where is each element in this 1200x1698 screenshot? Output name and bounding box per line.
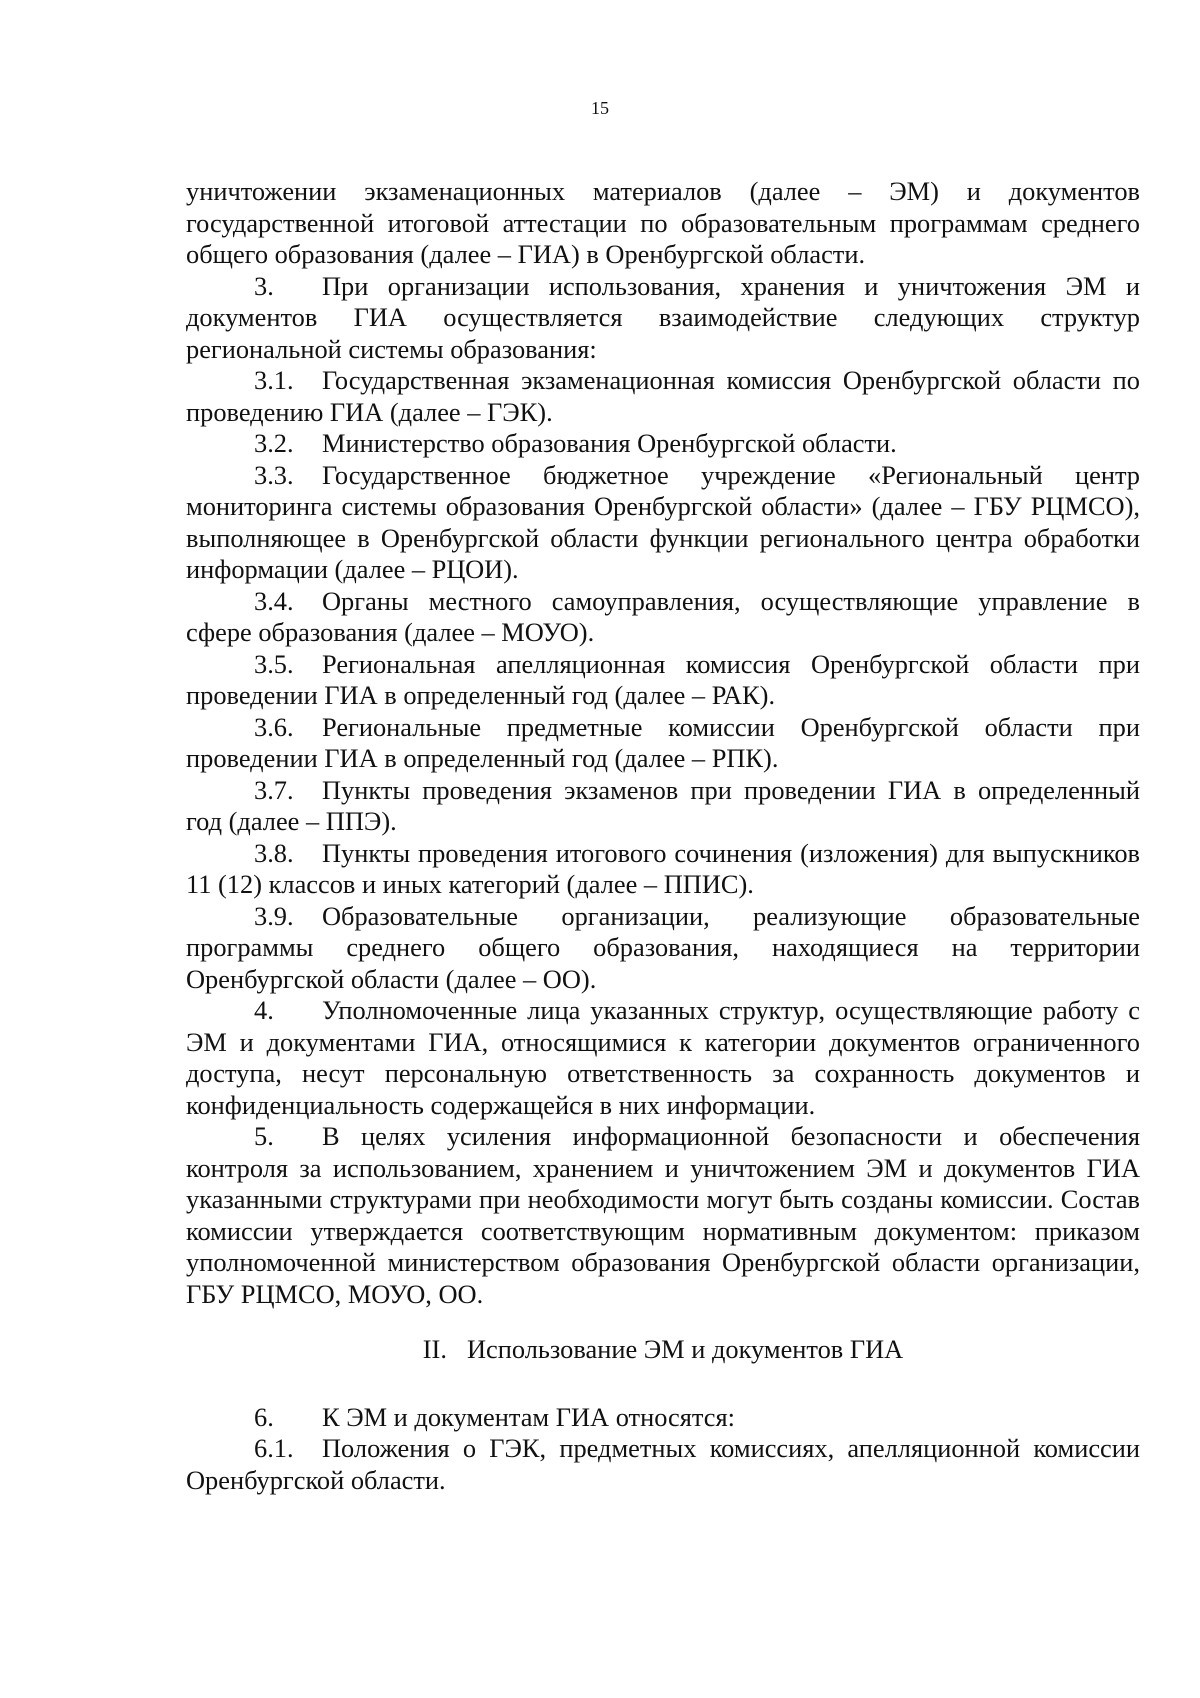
paragraph-5 [186, 1121, 1140, 1310]
paragraph-3 [186, 271, 1140, 366]
paragraph-3-9 [186, 901, 1140, 996]
paragraph-text: К ЭМ и документам ГИА относятся: [322, 1401, 735, 1432]
section-number: II. [422, 1334, 447, 1364]
paragraph-continuation [186, 176, 1140, 271]
paragraph-number: 3.4. [254, 585, 294, 616]
paragraph-number: 3.1. [254, 365, 294, 395]
paragraph-3-7 [186, 775, 1140, 838]
paragraph-number: 3.3. [254, 459, 294, 490]
paragraph-number: 3.8. [254, 837, 294, 868]
paragraph-text: Положения о ГЭК, предметных комиссиях, апелляционной комиссии Оренбургской области. [186, 1433, 1140, 1495]
paragraph-text: Уполномоченные лица указанных структур, осуществляющие работу с ЭМ и документами ГИА, относящимися к категории документов ограниченного доступа, несут персональную ответственность за сохранность документов и конфиденциальность содержащейся в них информации. [186, 995, 1140, 1120]
paragraph-3-5 [186, 649, 1140, 712]
paragraph-number: 6. [254, 1401, 274, 1432]
paragraph-number: 3.6. [254, 711, 294, 742]
paragraph-text: Пункты проведения экзаменов при проведении ГИА в определенный год (далее – ППЭ). [186, 774, 1140, 836]
paragraph-number: 3. [254, 270, 274, 301]
paragraph-number: 3.2. [254, 428, 294, 458]
paragraph-text: Региональные предметные комиссии Оренбургской области при проведении ГИА в определенный год (далее – РПК). [186, 711, 1140, 773]
paragraph-text: При организации использования, хранения и уничтожения ЭМ и документов ГИА осуществляется взаимодействие следующих структур региональной системы образования: [186, 270, 1140, 364]
paragraph-6 [186, 1402, 1140, 1434]
paragraph-text: Государственное бюджетное учреждение «Региональный центр мониторинга системы образования Оренбургской области» (далее – ГБУ РЦМСО), выполняющее в Оренбургской области функции регионального центра обработки информации (далее – РЦОИ). [186, 459, 1140, 584]
paragraph-number: 6.1. [254, 1433, 294, 1463]
paragraph-text: Образовательные организации, реализующие образовательные программы среднего общего образования, находящиеся на территории Оренбургской области (далее – ОО). [186, 900, 1140, 994]
paragraph-4 [186, 995, 1140, 1121]
section-title: Использование ЭМ и документов ГИА [466, 1334, 904, 1364]
paragraph-number: 4. [254, 995, 274, 1025]
paragraph-text: Пункты проведения итогового сочинения (изложения) для выпускников 11 (12) классов и иных категорий (далее – ППИС). [186, 837, 1140, 899]
paragraph-text: уничтожении экзаменационных материалов (далее – ЭМ) и документов государственной итоговой аттестации по образовательным программам среднего общего образования (далее – ГИА) в Оренбургской области. [186, 176, 1140, 269]
paragraph-text: Региональная апелляционная комиссия Оренбургской области при проведении ГИА в определенный год (далее – РАК). [186, 648, 1140, 710]
page-number: 15 [591, 98, 609, 118]
paragraph-6-1 [186, 1433, 1140, 1496]
paragraph-3-2 [186, 428, 1140, 460]
paragraph-3-1 [186, 365, 1140, 428]
paragraph-3-8 [186, 838, 1140, 901]
paragraph-3-4 [186, 586, 1140, 649]
paragraph-text: В целях усиления информационной безопасности и обеспечения контроля за использованием, хранением и уничтожением ЭМ и документов ГИА указанными структурами при необходимости могут быть созданы комиссии. Состав комиссии утверждается соответствующим нормативным документом: приказом уполномоченной министерством образования Оренбургской области организации, ГБУ РЦМСО, МОУО, ОО. [186, 1121, 1140, 1309]
paragraph-text: Министерство образования Оренбургской области. [322, 428, 897, 458]
paragraph-3-3 [186, 460, 1140, 586]
document-body [186, 176, 1140, 1496]
paragraph-text: Государственная экзаменационная комиссия Оренбургской области по проведению ГИА (далее – ГЭК). [186, 365, 1140, 427]
paragraph-3-6 [186, 712, 1140, 775]
section-heading [186, 1310, 1140, 1402]
paragraph-number: 3.5. [254, 648, 294, 679]
paragraph-text: Органы местного самоуправления, осуществляющие управление в сфере образования (далее – МОУО). [186, 585, 1140, 647]
paragraph-number: 3.9. [254, 900, 294, 931]
paragraph-number: 3.7. [254, 774, 294, 805]
paragraph-number: 5. [254, 1121, 274, 1151]
